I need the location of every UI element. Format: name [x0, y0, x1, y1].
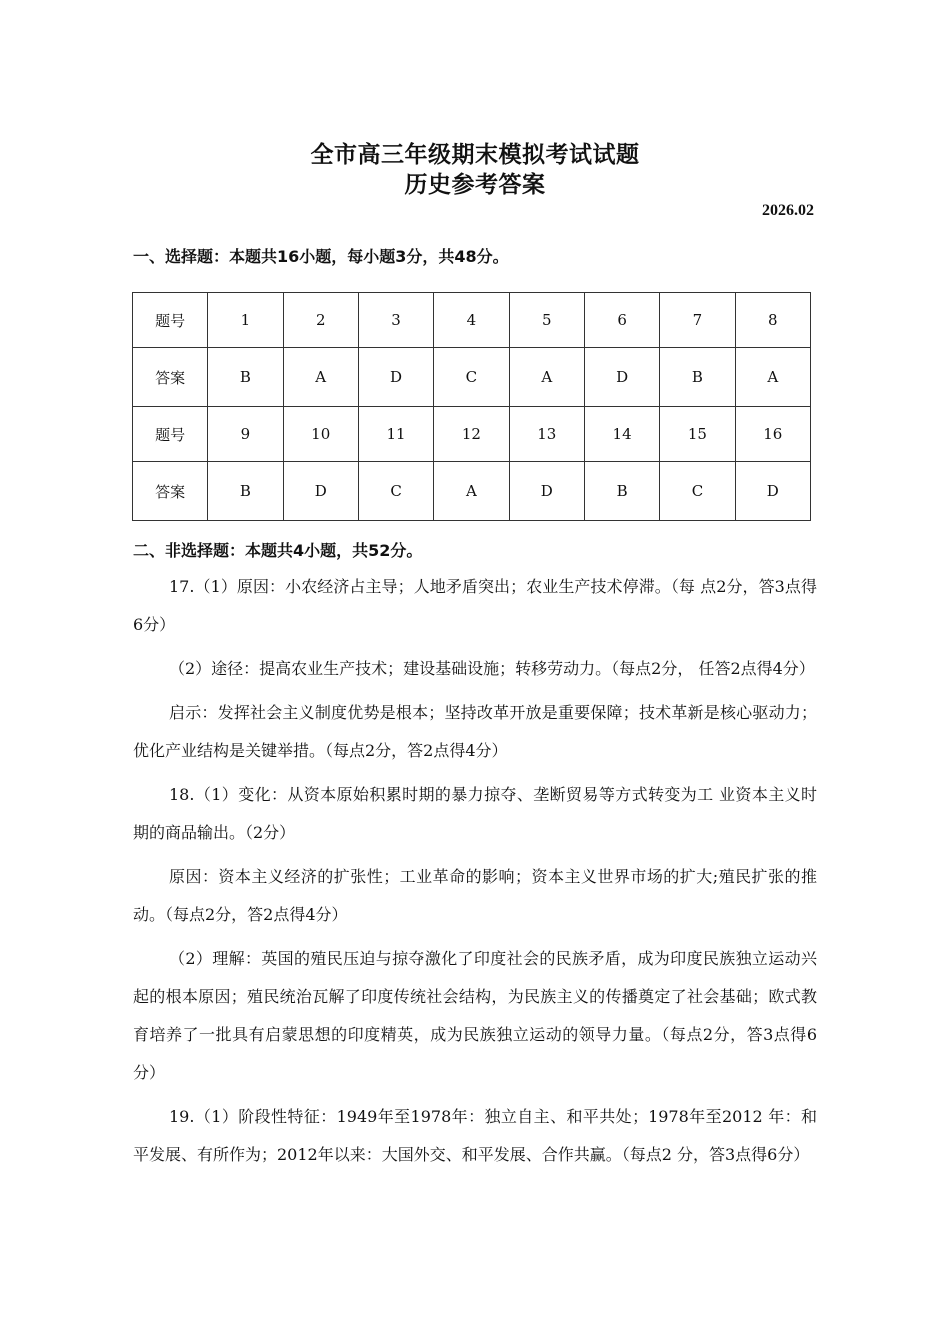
question-number: 3	[358, 293, 433, 348]
label-answer: 答案	[133, 348, 208, 407]
answer-paragraph: 原因：资本主义经济的扩张性；工业革命的影响；资本主义世界市场的扩大;殖民扩张的推动。（每点2分，答2点得4分）	[133, 867, 817, 924]
page-subtitle: 历史参考答案	[404, 172, 546, 198]
answer-cell: B	[584, 462, 659, 521]
answer-paragraph: （2）理解：英国的殖民压迫与掠夺激化了印度社会的民族矛盾，成为印度民族独立运动兴起的根本原因；殖民统治瓦解了印度传统社会结构，为民族主义的传播奠定了社会基础；欧式教育培养了一批具有启蒙思想的印度精英，成为民族独立运动的领导力量。（每点2分，答3点得6分）	[133, 949, 817, 1082]
answer-cell: D	[735, 462, 810, 521]
question-number: 12	[434, 407, 509, 462]
question-number: 1	[208, 293, 283, 348]
answer-cell: A	[735, 348, 810, 407]
answer-body	[133, 568, 817, 1174]
section2-heading: 二、非选择题：本题共4小题，共52分。	[133, 541, 423, 560]
answer-paragraph: 19.（1）阶段性特征：1949年至1978年：独立自主、和平共处；1978年至2012 年：和平发展、有所作为；2012年以来：大国外交、和平发展、合作共赢。（每点2 分，答3点得6分）	[133, 1107, 817, 1164]
question-number: 16	[735, 407, 810, 462]
question-number: 8	[735, 293, 810, 348]
answer-paragraph: 18.（1）变化：从资本原始积累时期的暴力掠夺、垄断贸易等方式转变为工 业资本主义时期的商品输出。（2分）	[133, 785, 817, 842]
label-number: 题号	[133, 293, 208, 348]
answer-cell: A	[283, 348, 358, 407]
answer-cell: D	[283, 462, 358, 521]
answer-cell: D	[509, 462, 584, 521]
section1-heading: 一、选择题：本题共16小题，每小题3分，共48分。	[133, 247, 509, 266]
answer-cell: B	[208, 348, 283, 407]
answer-cell: A	[509, 348, 584, 407]
question-number: 2	[283, 293, 358, 348]
question-number: 11	[358, 407, 433, 462]
question-number: 15	[660, 407, 735, 462]
question-number: 7	[660, 293, 735, 348]
answer-cell: C	[358, 462, 433, 521]
label-answer: 答案	[133, 462, 208, 521]
question-number: 10	[283, 407, 358, 462]
answer-cell: D	[584, 348, 659, 407]
table-row	[133, 348, 811, 407]
page-title: 全市高三年级期末模拟考试试题	[310, 142, 640, 168]
answer-cell: B	[208, 462, 283, 521]
question-number: 13	[509, 407, 584, 462]
answer-cell: A	[434, 462, 509, 521]
answer-table	[132, 292, 811, 521]
answer-cell: B	[660, 348, 735, 407]
question-number: 4	[434, 293, 509, 348]
table-row	[133, 293, 811, 348]
answer-cell: C	[660, 462, 735, 521]
question-number: 9	[208, 407, 283, 462]
answer-paragraph: 启示：发挥社会主义制度优势是根本；坚持改革开放是重要保障；技术革新是核心驱动力；优化产业结构是关键举措。（每点2分，答2点得4分）	[133, 703, 817, 760]
answer-cell: C	[434, 348, 509, 407]
table-row	[133, 407, 811, 462]
question-number: 6	[584, 293, 659, 348]
answer-paragraph: 17.（1）原因：小农经济占主导；人地矛盾突出；农业生产技术停滞。（每 点2分，答3点得6分）	[133, 577, 817, 634]
answer-cell: D	[358, 348, 433, 407]
answer-paragraph: （2）途径：提高农业生产技术；建设基础设施；转移劳动力。（每点2分， 任答2点得4分）	[169, 659, 815, 678]
exam-date: 2026.02	[762, 202, 814, 219]
table-row	[133, 462, 811, 521]
question-number: 5	[509, 293, 584, 348]
question-number: 14	[584, 407, 659, 462]
label-number: 题号	[133, 407, 208, 462]
